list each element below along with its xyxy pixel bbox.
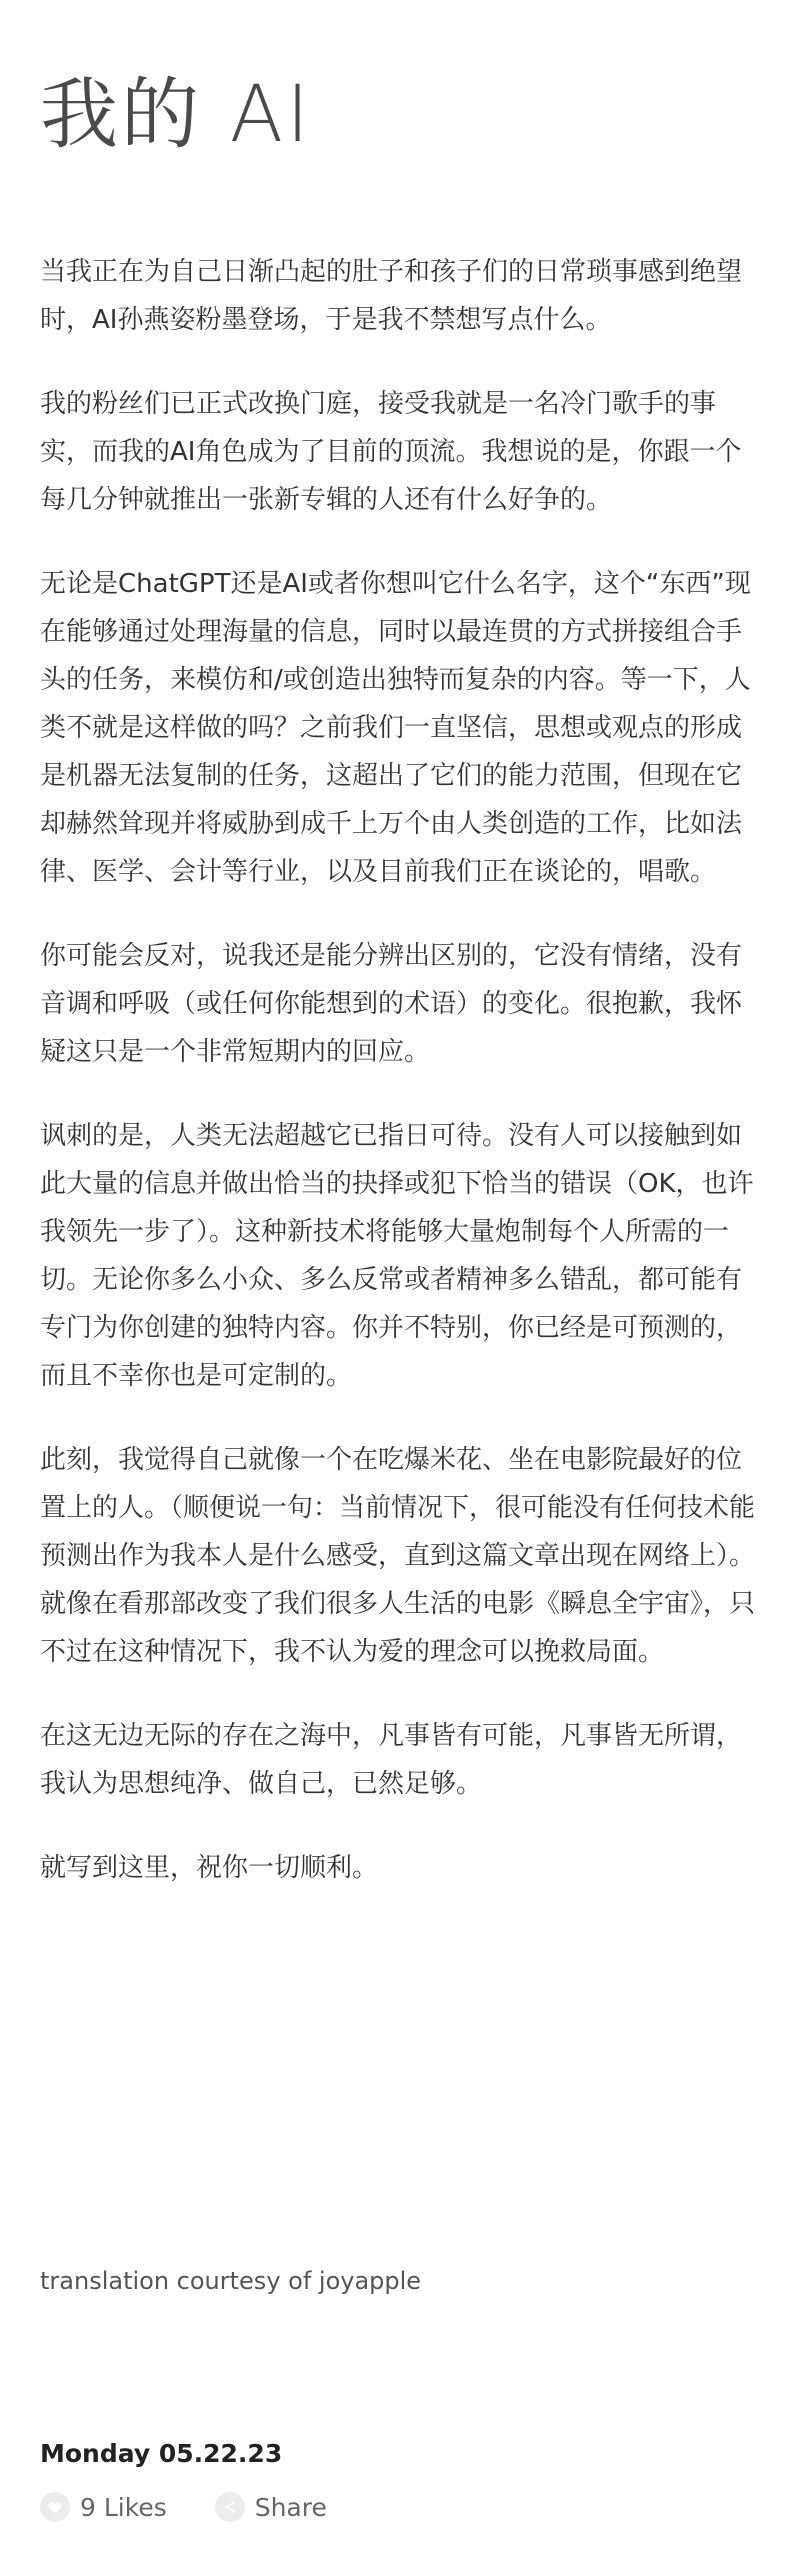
share-button[interactable] xyxy=(215,2492,327,2522)
article-body xyxy=(40,248,760,1928)
paragraph-6: 此刻，我觉得自己就像一个在吃爆米花、坐在电影院最好的位置上的人。（顺便说一句：当前情况下，很可能没有任何技术能预测出作为我本人是什么感受，直到这篇文章出现在网络上）。就像在看那部改变了我们很多人生活的电影《瞬息全宇宙》，只不过在这种情况下，我不认为爱的理念可以挽救局面。 xyxy=(40,1445,756,1667)
share-icon xyxy=(215,2492,245,2522)
likes-count: 9 Likes xyxy=(80,2492,167,2522)
paragraph-4: 你可能会反对，说我还是能分辨出区别的，它没有情绪，没有音调和呼吸（或任何你能想到的术语）的变化。很抱歉，我怀疑这只是一个非常短期内的回应。 xyxy=(40,941,743,1067)
paragraph-1: 当我正在为自己日渐凸起的肚子和孩子们的日常琐事感到绝望时，AI孙燕姿粉墨登场，于是我不禁想写点什么。 xyxy=(40,257,743,335)
paragraph-5: 讽刺的是，人类无法超越它已指日可待。没有人可以接触到如此大量的信息并做出恰当的抉择或犯下恰当的错误（OK，也许我领先一步了）。这种新技术将能够大量炮制每个人所需的一切。无论你多么小众、多么反常或者精神多么错乱，都可能有专门为你创建的独特内容。你并不特别，你已经是可预测的，而且不幸你也是可定制的。 xyxy=(40,1121,754,1391)
share-label: Share xyxy=(254,2492,327,2522)
post-date: Monday 05.22.23 xyxy=(40,2439,283,2468)
like-button[interactable] xyxy=(40,2492,167,2522)
paragraph-3: 无论是ChatGPT还是AI或者你想叫它什么名字，这个“东西”现在能够通过处理海量的信息，同时以最连贯的方式拼接组合手头的任务，来模仿和/或创造出独特而复杂的内容。等一下，人类不就是这样做的吗？之前我们一直坚信，思想或观点的形成是机器无法复制的任务，这超出了它们的能力范围，但现在它却赫然耸现并将威胁到成千上万个由人类创造的工作，比如法律、医学、会计等行业，以及目前我们正在谈论的，唱歌。 xyxy=(40,569,751,887)
heart-icon xyxy=(40,2492,70,2522)
translation-credit: translation courtesy of joyapple xyxy=(40,2267,422,2295)
post-title: 我的 AI xyxy=(40,70,313,160)
paragraph-7: 在这无边无际的存在之海中，凡事皆有可能，凡事皆无所谓，我认为思想纯净、做自己，已然足够。 xyxy=(40,1721,743,1799)
post-actions xyxy=(40,2492,327,2522)
paragraph-2: 我的粉丝们已正式改换门庭，接受我就是一名冷门歌手的事实，而我的AI角色成为了目前的顶流。我想说的是，你跟一个每几分钟就推出一张新专辑的人还有什么好争的。 xyxy=(40,389,742,515)
paragraph-8: 就写到这里，祝你一切顺利。 xyxy=(40,1853,379,1883)
